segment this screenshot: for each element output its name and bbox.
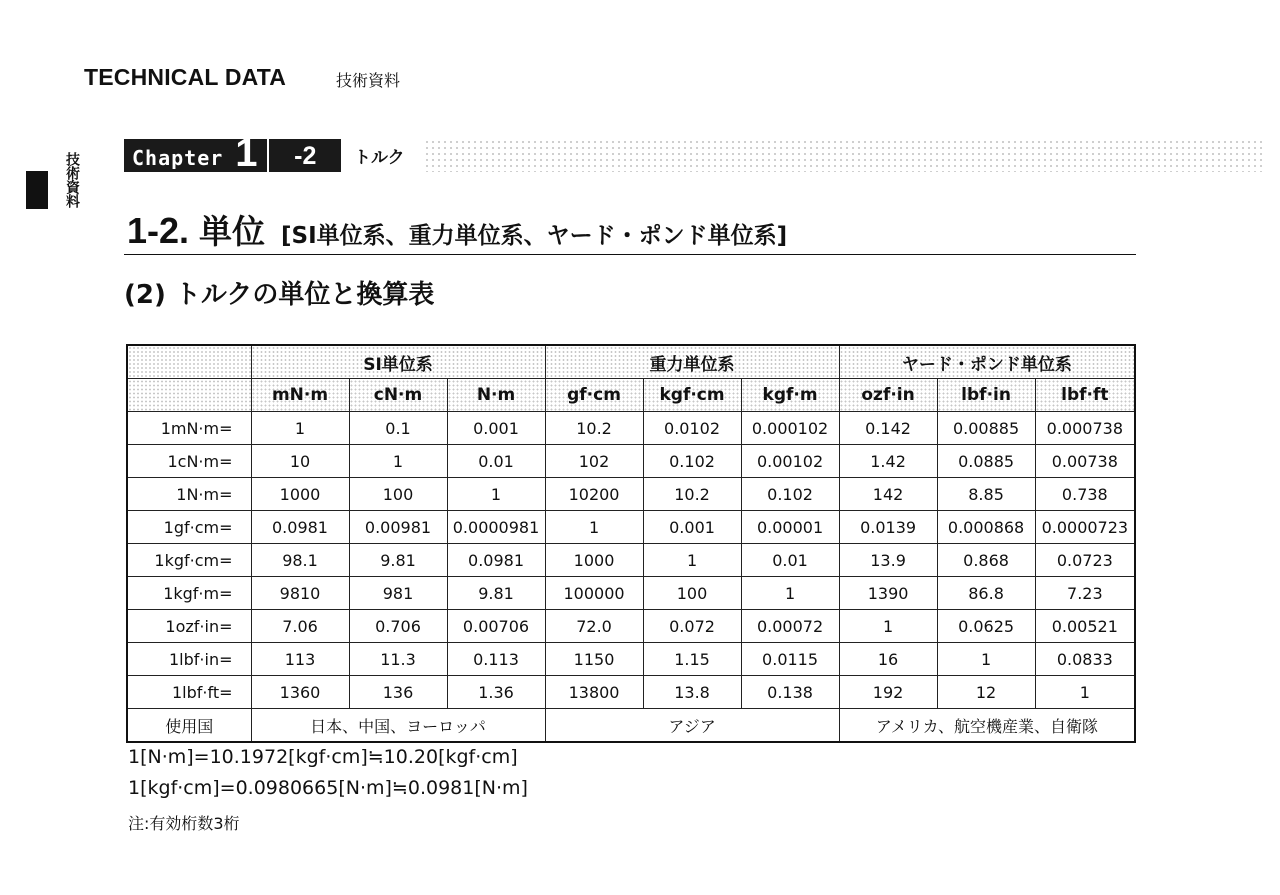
country-yard-pound: アメリカ、航空機産業、自衛隊 [839,709,1135,743]
torque-conversion-table [126,344,1136,743]
unit-header: N·m [447,379,545,412]
table-group-header-row [127,345,1135,379]
table-row [127,445,1135,478]
table-row [127,676,1135,709]
table-cell: 0.00001 [741,511,839,544]
table-cell: 0.1 [349,412,447,445]
table-cell: 1 [1035,676,1135,709]
table-cell: 142 [839,478,937,511]
table-row [127,577,1135,610]
table-unit-header-row [127,379,1135,412]
table-cell: 86.8 [937,577,1035,610]
table-cell: 0.0102 [643,412,741,445]
table-row [127,643,1135,676]
row-label: 1gf·cm= [127,511,251,544]
country-gravitational: アジア [545,709,839,743]
table-cell: 100 [643,577,741,610]
table-cell: 1 [643,544,741,577]
table-cell: 1 [251,412,349,445]
row-label: 1kgf·cm= [127,544,251,577]
table-cell: 100000 [545,577,643,610]
table-cell: 0.00521 [1035,610,1135,643]
table-cell: 1.15 [643,643,741,676]
conversion-note-nm: 1[N·m]=10.1972[kgf·cm]≒10.20[kgf·cm] [128,746,518,768]
table-corner-cell [127,345,251,379]
row-label: 1cN·m= [127,445,251,478]
table-cell: 0.0625 [937,610,1035,643]
table-cell: 113 [251,643,349,676]
table-cell: 0.001 [643,511,741,544]
table-cell: 0.0000723 [1035,511,1135,544]
table-cell: 7.23 [1035,577,1135,610]
chapter-topic: トルク [354,148,405,168]
side-tab-marker [26,171,48,209]
table-cell: 0.706 [349,610,447,643]
table-cell: 9810 [251,577,349,610]
chapter-number-major: 1 [235,131,259,175]
unit-header: kgf·m [741,379,839,412]
table-cell: 13.8 [643,676,741,709]
table-cell: 9.81 [349,544,447,577]
chapter-number-minor: -2 [269,139,341,172]
table-cell: 1390 [839,577,937,610]
table-row [127,478,1135,511]
table-cell: 11.3 [349,643,447,676]
table-cell: 1 [839,610,937,643]
table-cell: 13800 [545,676,643,709]
chapter-label [124,131,267,175]
row-label: 1N·m= [127,478,251,511]
table-corner-cell [127,379,251,412]
side-tab-label: 技術資料 [64,152,80,208]
unit-header: mN·m [251,379,349,412]
table-cell: 10.2 [545,412,643,445]
unit-header: lbf·ft [1035,379,1135,412]
table-cell: 13.9 [839,544,937,577]
table-row [127,610,1135,643]
table-cell: 0.0723 [1035,544,1135,577]
table-row [127,412,1135,445]
table-cell: 16 [839,643,937,676]
table-cell: 1 [741,577,839,610]
table-cell: 1 [447,478,545,511]
table-cell: 1360 [251,676,349,709]
table-cell: 0.0833 [1035,643,1135,676]
section-divider [124,254,1136,255]
table-cell: 0.000868 [937,511,1035,544]
unit-header: lbf·in [937,379,1035,412]
table-cell: 10200 [545,478,643,511]
table-cell: 0.0981 [251,511,349,544]
table-cell: 0.00738 [1035,445,1135,478]
chapter-bar [124,131,341,175]
table-cell: 0.000102 [741,412,839,445]
table-cell: 0.072 [643,610,741,643]
section-heading [127,206,787,253]
table-cell: 0.00885 [937,412,1035,445]
row-label: 1lbf·ft= [127,676,251,709]
unit-header: cN·m [349,379,447,412]
table-cell: 192 [839,676,937,709]
subsection-title: (2) トルクの単位と換算表 [124,280,435,310]
row-label: 1lbf·in= [127,643,251,676]
table-cell: 0.738 [1035,478,1135,511]
unit-header: ozf·in [839,379,937,412]
group-header-si: SI単位系 [251,345,545,379]
table-cell: 100 [349,478,447,511]
table-cell: 1000 [251,478,349,511]
table-country-row [127,709,1135,743]
chapter-bar-dot-pattern [424,139,1264,172]
table-cell: 1.42 [839,445,937,478]
section-number: 1-2. [127,210,190,251]
table-cell: 0.00981 [349,511,447,544]
table-cell: 8.85 [937,478,1035,511]
table-cell: 1 [545,511,643,544]
table-cell: 72.0 [545,610,643,643]
country-si: 日本、中国、ヨーロッパ [251,709,545,743]
table-cell: 0.00706 [447,610,545,643]
table-cell: 0.01 [741,544,839,577]
table-cell: 0.00102 [741,445,839,478]
table-cell: 0.0115 [741,643,839,676]
row-label: 1ozf·in= [127,610,251,643]
table-row [127,544,1135,577]
table-cell: 1.36 [447,676,545,709]
table-cell: 10.2 [643,478,741,511]
table-cell: 9.81 [447,577,545,610]
table-cell: 981 [349,577,447,610]
group-header-yard-pound: ヤード・ポンド単位系 [839,345,1135,379]
unit-header: kgf·cm [643,379,741,412]
row-label: 1kgf·m= [127,577,251,610]
table-row [127,511,1135,544]
table-cell: 0.102 [643,445,741,478]
table-cell: 0.01 [447,445,545,478]
country-row-label: 使用国 [127,709,251,743]
conversion-note-kgfcm: 1[kgf·cm]=0.0980665[N·m]≒0.0981[N·m] [128,777,528,799]
row-label: 1mN·m= [127,412,251,445]
table-cell: 0.138 [741,676,839,709]
table-cell: 0.00072 [741,610,839,643]
table-cell: 0.142 [839,412,937,445]
significant-digits-note: 注:有効桁数3桁 [128,814,240,833]
table-cell: 1 [937,643,1035,676]
table-cell: 0.000738 [1035,412,1135,445]
page-header-title: TECHNICAL DATA [84,64,287,90]
table-cell: 0.102 [741,478,839,511]
table-cell: 102 [545,445,643,478]
table-cell: 1000 [545,544,643,577]
table-cell: 7.06 [251,610,349,643]
table-cell: 10 [251,445,349,478]
table-cell: 0.0885 [937,445,1035,478]
section-subtitle: [SI単位系、重力単位系、ヤード・ポンド単位系] [281,223,788,249]
table-cell: 98.1 [251,544,349,577]
table-cell: 0.001 [447,412,545,445]
unit-header: gf·cm [545,379,643,412]
group-header-gravitational: 重力単位系 [545,345,839,379]
table-cell: 0.0139 [839,511,937,544]
table-cell: 0.0981 [447,544,545,577]
table-cell: 1 [349,445,447,478]
page-header-subtitle: 技術資料 [336,71,401,90]
table-cell: 12 [937,676,1035,709]
table-cell: 0.113 [447,643,545,676]
table-cell: 1150 [545,643,643,676]
table-cell: 0.868 [937,544,1035,577]
table-cell: 0.0000981 [447,511,545,544]
chapter-label-text: Chapter [132,146,224,170]
section-title: 単位 [199,212,266,251]
table-cell: 136 [349,676,447,709]
